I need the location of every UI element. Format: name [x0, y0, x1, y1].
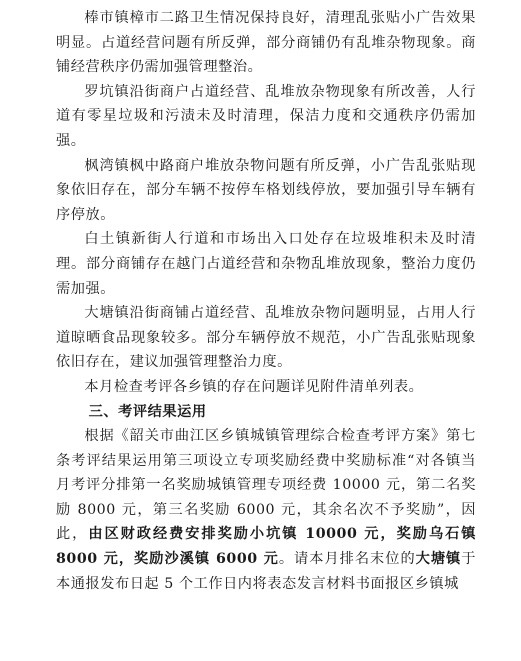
results-text-part3: 于本通报发布日起 5 个工作日内将表态发言材料书面报区乡镇城	[56, 551, 477, 592]
results-bold-last-town: 大塘镇	[415, 551, 462, 568]
paragraph-attachment-note: 本月检查考评各乡镇的存在问题详见附件清单列表。	[84, 378, 424, 395]
results-text-part2: 。请本月排名末位的	[278, 551, 416, 568]
paragraph-baitu: 白土镇新街人行道和市场出入口处存在垃圾堆积未及时清理。部分商铺存在越门占道经营和杂物乱堆放现象，整治力度仍需加强。	[56, 231, 476, 297]
paragraph-luokeng: 罗坑镇沿街商户占道经营、乱堆放杂物现象有所改善，人行道有零星垃圾和污渍未及时清理，保洁力度和交通秩序仍需加强。	[56, 83, 476, 149]
section-heading: 三、考评结果运用	[88, 403, 207, 420]
paragraph-zhangshi: 棒市镇樟市二路卫生情况保持良好，清理乱张贴小广告效果明显。占道经营问题有所反弹，部分商铺仍有乱堆杂物现象。商铺经营秩序仍需加强管理整治。	[56, 10, 476, 76]
paragraph-datang: 大塘镇沿街商铺占道经营、乱堆放杂物问题明显，占用人行道晾晒食品现象较多。部分车辆停放不规范，小广告乱张贴现象依旧存在，建议加强管理整治力度。	[56, 305, 476, 371]
results-text-part1: 根据《韶关市曲江区乡镇城镇管理综合检查考评方案》第七条考评结果运用第三项设立专项奖励经费中奖励标准“对各镇当月考评分排第一名奖励城镇管理专项经费 10000 元，第二名奖励 8000 元，第三名奖励 6000 元，其余名次不予奖励”，因此，	[56, 428, 476, 543]
paragraph-results-usage	[56, 424, 476, 596]
paragraph-fengwan: 枫湾镇枫中路商户堆放杂物问题有所反弹，小广告乱张贴现象依旧存在，部分车辆不按停车格划线停放，要加强引导车辆有序停放。	[56, 157, 476, 223]
document-page	[56, 6, 476, 596]
results-bold-awards: 由区财政经费安排奖励小坑镇 10000 元，奖励乌石镇 8000 元，奖励沙溪镇 6000 元	[56, 526, 476, 568]
